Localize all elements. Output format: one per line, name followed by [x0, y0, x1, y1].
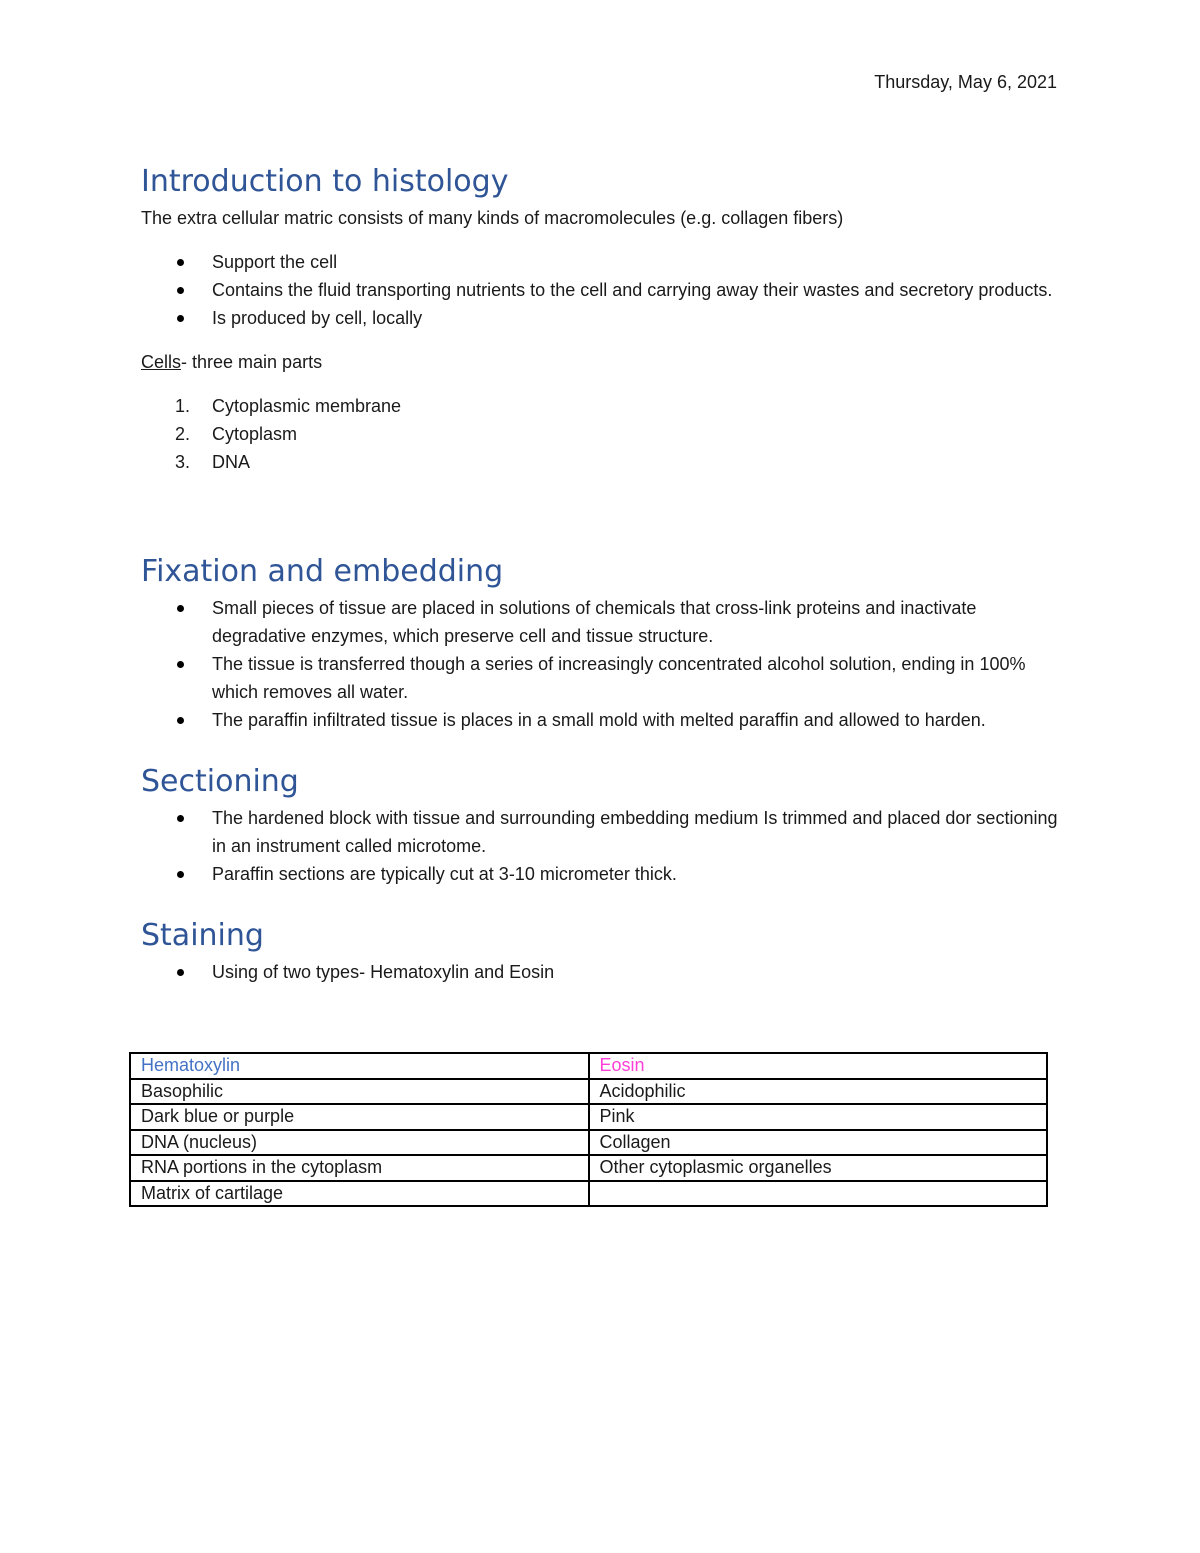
intro-bullet-list	[141, 248, 1061, 332]
fixation-bullet-list	[141, 594, 1061, 734]
table-header-row	[130, 1053, 1047, 1079]
list-item: 2. Cytoplasm	[175, 424, 298, 444]
document-body	[141, 160, 1061, 986]
bullet-icon	[177, 871, 184, 878]
table-cell	[589, 1181, 1048, 1207]
list-item: Contains the fluid transporting nutrients to the cell and carrying away their wastes and secretory products.	[141, 276, 1061, 304]
table-header-hematoxylin: Hematoxylin	[130, 1053, 589, 1079]
table-header-eosin: Eosin	[589, 1053, 1048, 1079]
table-cell: RNA portions in the cytoplasm	[130, 1155, 589, 1181]
staining-table	[129, 1052, 1048, 1207]
section-title-introduction: Introduction to histology	[141, 164, 509, 199]
table-cell: Pink	[589, 1104, 1048, 1130]
bullet-icon	[177, 661, 184, 668]
table-row	[130, 1079, 1047, 1105]
bullet-icon	[177, 969, 184, 976]
bullet-icon	[177, 605, 184, 612]
list-item: Support the cell	[141, 248, 1061, 276]
section-fixation	[141, 550, 1061, 734]
table-cell: Other cytoplasmic organelles	[589, 1155, 1048, 1181]
list-item: Using of two types- Hematoxylin and Eosin	[141, 958, 1061, 986]
table-cell: Matrix of cartilage	[130, 1181, 589, 1207]
table-cell: Collagen	[589, 1130, 1048, 1156]
list-item: 3. DNA	[175, 452, 251, 472]
table-cell: DNA (nucleus)	[130, 1130, 589, 1156]
table-row	[130, 1155, 1047, 1181]
section-title-fixation: Fixation and embedding	[141, 554, 504, 589]
bullet-icon	[177, 287, 184, 294]
section-staining	[141, 914, 1061, 986]
table-cell: Dark blue or purple	[130, 1104, 589, 1130]
cell-parts-list	[141, 392, 1061, 476]
list-item: Paraffin sections are typically cut at 3-10 micrometer thick.	[141, 860, 1061, 888]
cells-label: Cells	[141, 352, 182, 372]
intro-paragraph: The extra cellular matric consists of many kinds of macromolecules (e.g. collagen fibers)	[141, 208, 844, 228]
list-item: Is produced by cell, locally	[141, 304, 1061, 332]
section-introduction	[141, 160, 1061, 476]
section-title-staining: Staining	[141, 918, 264, 953]
section-title-sectioning: Sectioning	[141, 764, 299, 799]
document-date: Thursday, May 6, 2021	[874, 72, 1057, 92]
list-item: The hardened block with tissue and surrounding embedding medium Is trimmed and placed dor sectioning in an instrument called microtome.	[141, 804, 1061, 860]
bullet-icon	[177, 815, 184, 822]
table-row	[130, 1104, 1047, 1130]
staining-bullet-list	[141, 958, 1061, 986]
bullet-icon	[177, 717, 184, 724]
section-sectioning	[141, 760, 1061, 888]
list-item: Small pieces of tissue are placed in solutions of chemicals that cross-link proteins and inactivate degradative enzymes, which preserve cell and tissue structure.	[141, 594, 1061, 650]
sectioning-bullet-list	[141, 804, 1061, 888]
list-item: The tissue is transferred though a series of increasingly concentrated alcohol solution, ending in 100% which removes all water.	[141, 650, 1061, 706]
table-cell: Basophilic	[130, 1079, 589, 1105]
table-row	[130, 1130, 1047, 1156]
list-item: The paraffin infiltrated tissue is places in a small mold with melted paraffin and allowed to harden.	[141, 706, 1061, 734]
cells-text: - three main parts	[181, 352, 323, 372]
cells-line	[141, 348, 1061, 376]
bullet-icon	[177, 315, 184, 322]
table-cell: Acidophilic	[589, 1079, 1048, 1105]
bullet-icon	[177, 259, 184, 266]
table-row	[130, 1181, 1047, 1207]
list-item: 1. Cytoplasmic membrane	[175, 396, 402, 416]
